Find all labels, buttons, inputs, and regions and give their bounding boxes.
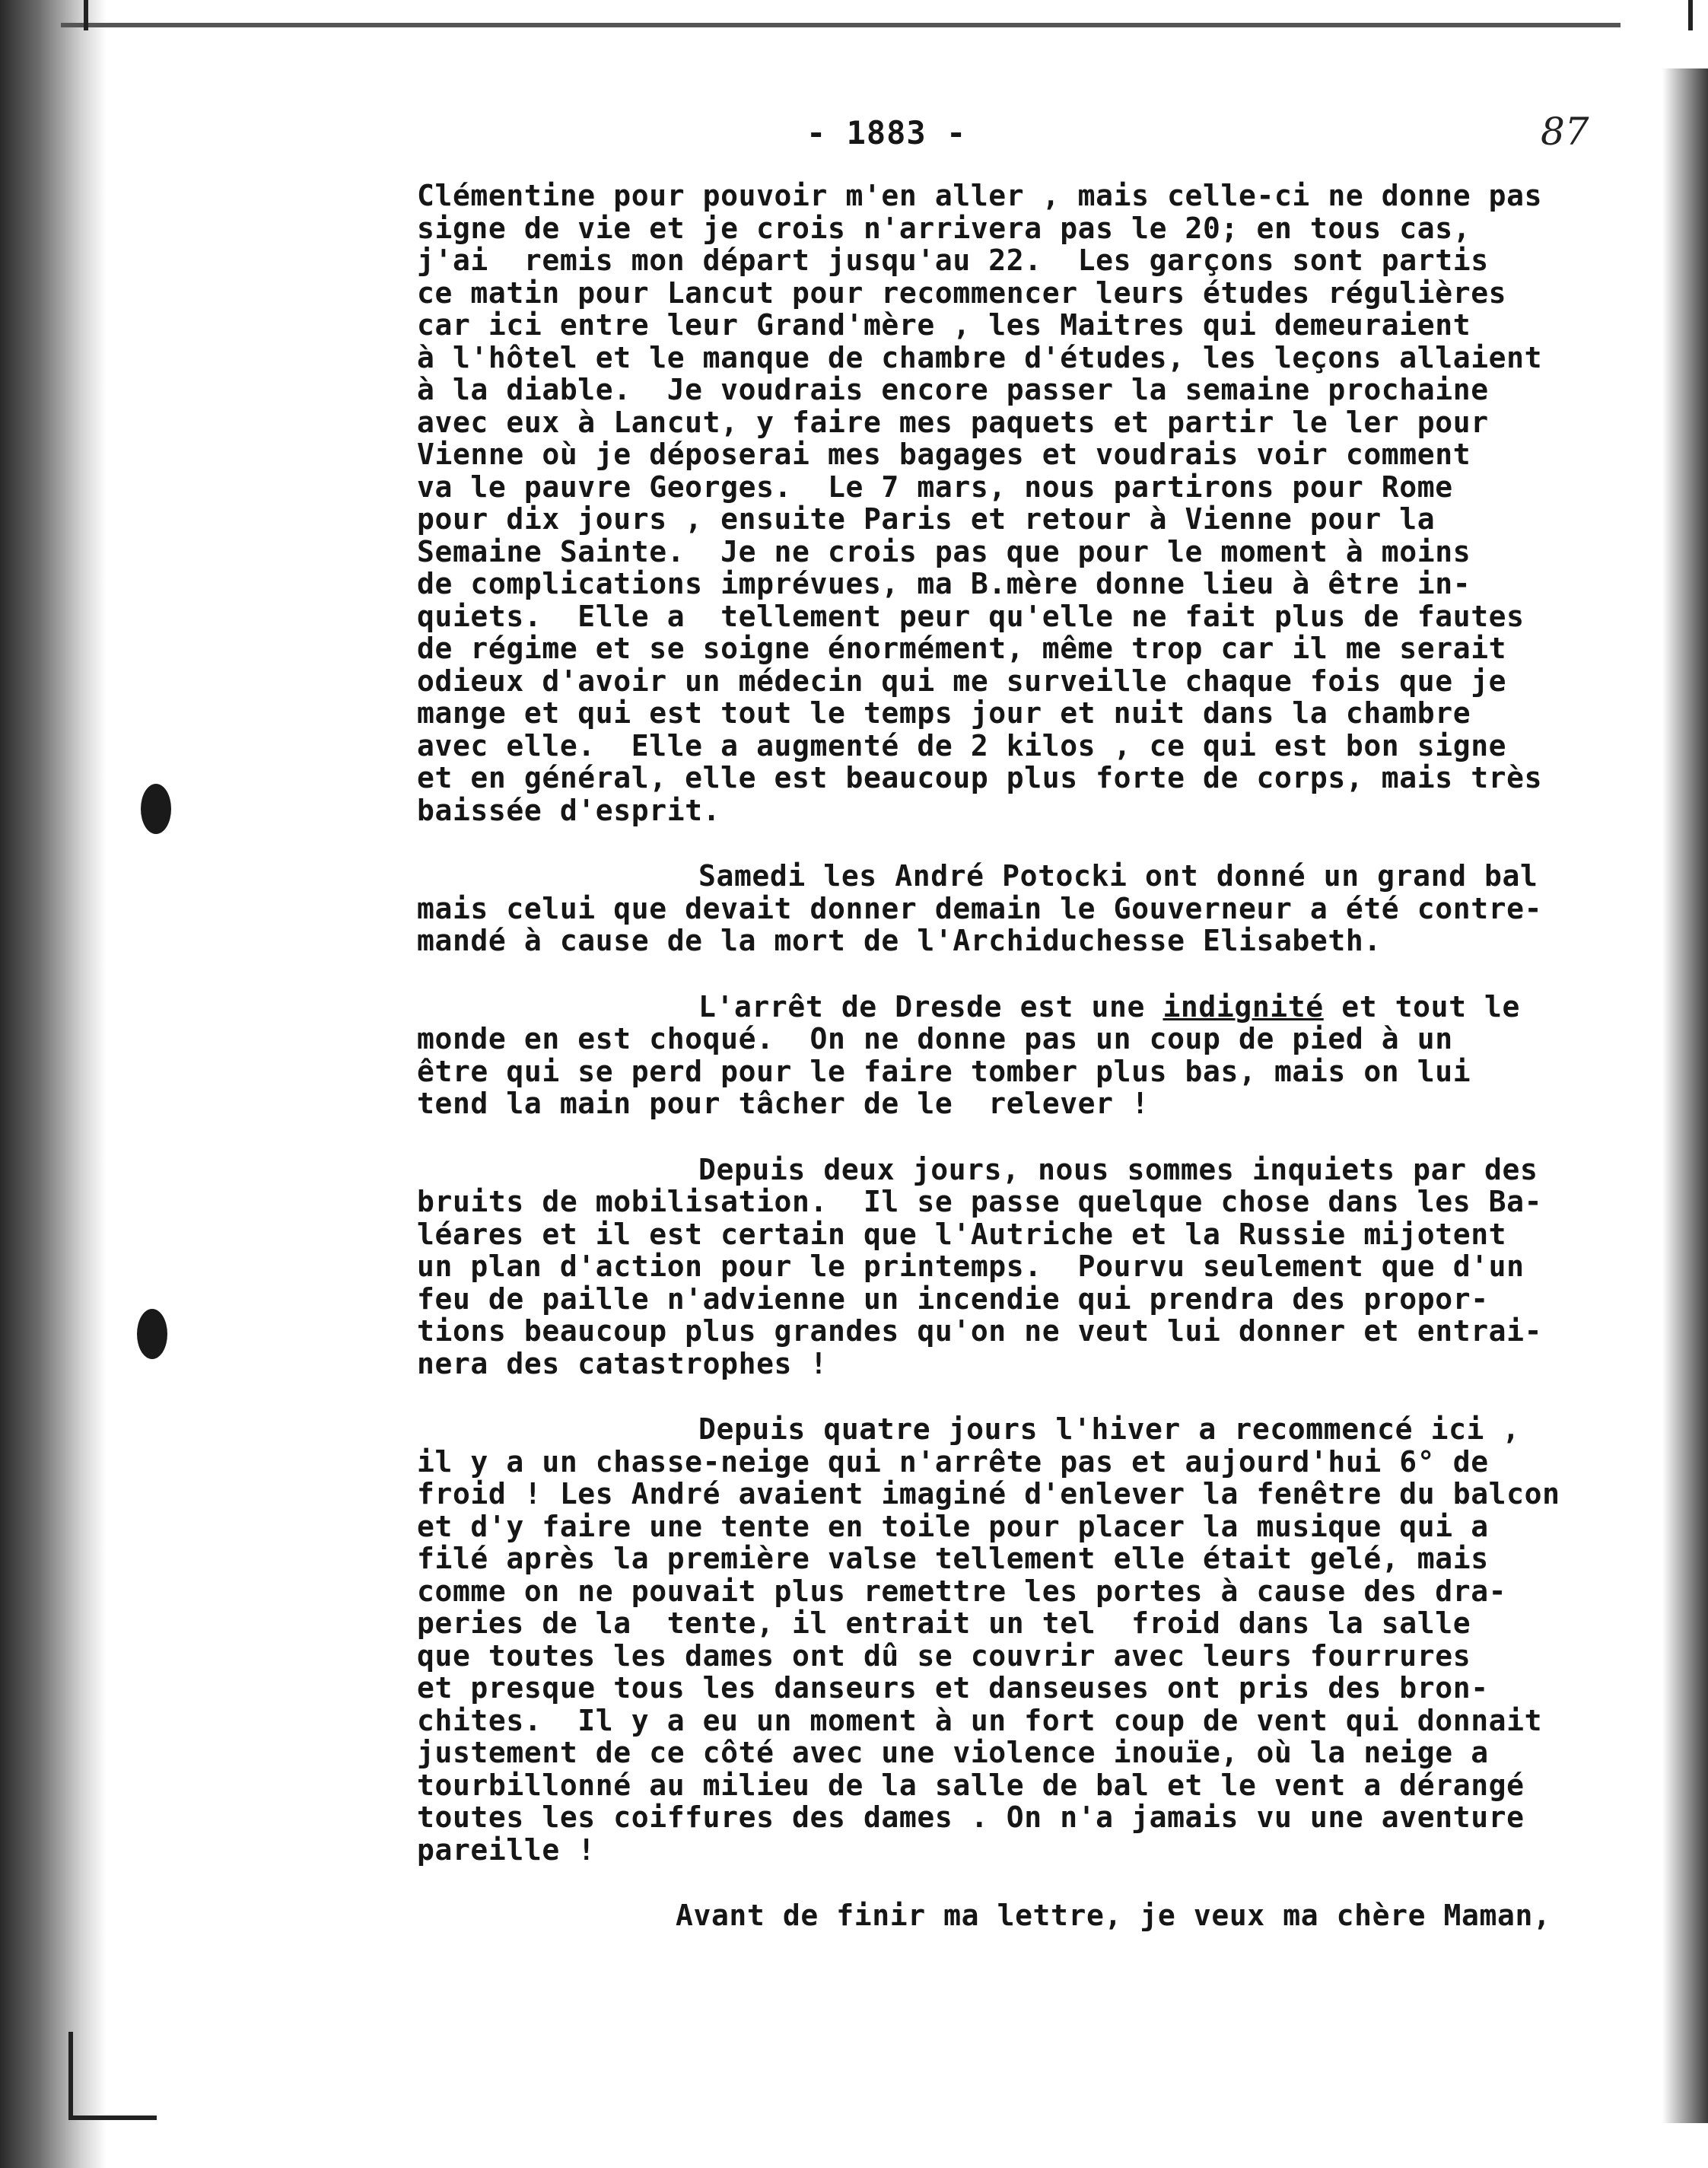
text-line: Samedi les André Potocki ont donné un grand bal	[698, 859, 1538, 893]
text-line: avec eux à Lancut, y faire mes paquets et partir le ler pour	[417, 405, 1489, 439]
text-line: ce matin pour Lancut pour recommencer leurs études régulières	[417, 275, 1507, 310]
text-line: quiets. Elle a tellement peur qu'elle ne fait plus de fautes	[417, 599, 1525, 633]
page-number: 87	[1541, 110, 1589, 154]
text-line: de régime et se soigne énormément, même trop car il me serait	[417, 632, 1507, 665]
text-line: monde en est choqué. On ne donne pas un coup de pied à un	[417, 1022, 1453, 1055]
text-run: L'arrêt de Dresde est une	[698, 989, 1163, 1024]
text-line: à l'hôtel et le manque de chambre d'études, les leçons allaient	[417, 340, 1543, 374]
crop-mark-top-left	[84, 0, 96, 30]
text-line: Clémentine pour pouvoir m'en aller , mais celle-ci ne donne pas	[417, 179, 1543, 212]
underlined-word: indignité	[1163, 989, 1324, 1024]
text-line: pareille !	[417, 1832, 596, 1867]
text-line: mais celui que devait donner demain le Gouverneur a été contre-	[417, 891, 1543, 925]
text-line: Depuis deux jours, nous sommes inquiets par des	[698, 1152, 1538, 1186]
text-line: Vienne où je déposerai mes bagages et voudrais voir comment	[417, 438, 1471, 471]
text-line: il y a un chasse-neige qui n'arrête pas et aujourd'hui 6° de	[417, 1444, 1489, 1479]
text-line: justement de ce côté avec une violence inouïe, où la neige a	[417, 1736, 1489, 1769]
text-line: mange et qui est tout le temps jour et nuit dans la chambre	[417, 696, 1471, 730]
text-line: odieux d'avoir un médecin qui me surveille chaque fois que je	[417, 664, 1507, 698]
text-line: car ici entre leur Grand'mère , les Maitres qui demeuraient	[417, 308, 1471, 342]
text-line: Semaine Sainte. Je ne crois pas que pour le moment à moins	[417, 534, 1471, 568]
text-line: avec elle. Elle a augmenté de 2 kilos , ce qui est bon signe	[417, 728, 1507, 762]
text-line: mandé à cause de la mort de l'Archiduchesse Elisabeth.	[417, 924, 1382, 957]
text-line: et presque tous les danseurs et danseuses ont pris des bron-	[417, 1671, 1489, 1705]
text-line: Depuis quatre jours l'hiver a recommencé ici ,	[698, 1412, 1520, 1446]
text-line: que toutes les dames ont dû se couvrir avec leurs fourrures	[417, 1638, 1471, 1673]
text-line: léares et il est certain que l'Autriche et la Russie mijotent	[417, 1217, 1507, 1251]
text-line: bruits de mobilisation. Il se passe quelque chose dans les Ba-	[417, 1185, 1543, 1218]
text-line: pour dix jours , ensuite Paris et retour à Vienne pour la	[417, 502, 1436, 536]
punch-hole	[141, 784, 171, 834]
scan-top-edge	[61, 23, 1621, 27]
punch-hole	[137, 1309, 167, 1359]
page-header	[0, 110, 1708, 160]
text-line: de complications imprévues, ma B.mère donne lieu à être in-	[417, 567, 1471, 600]
paragraph	[417, 180, 1665, 826]
text-line	[417, 991, 1665, 1024]
text-line: tourbillonné au milieu de la salle de bal et le vent a dérangé	[417, 1768, 1525, 1802]
text-line: nera des catastrophes !	[417, 1346, 828, 1380]
text-line: un plan d'action pour le printemps. Pourvu seulement que d'un	[417, 1250, 1525, 1283]
text-line: et d'y faire une tente en toile pour placer la musique qui a	[417, 1509, 1489, 1543]
text-line: Avant de finir ma lettre, je veux ma chère Maman,	[676, 1899, 1551, 1932]
text-line: et en général, elle est beaucoup plus forte de corps, mais très	[417, 761, 1543, 794]
text-line: froid ! Les André avaient imaginé d'enlever la fenêtre du balcon	[417, 1477, 1560, 1511]
text-line: tend la main pour tâcher de le relever !	[417, 1087, 1150, 1120]
text-line: filé après la première valse tellement elle était gelé, mais	[417, 1542, 1489, 1575]
text-line: comme on ne pouvait plus remettre les portes à cause des dra-	[417, 1574, 1507, 1608]
text-line: être qui se perd pour le faire tomber plus bas, mais on lui	[417, 1054, 1471, 1088]
paragraph	[417, 860, 1665, 957]
scan-shadow-right	[1662, 68, 1708, 2123]
text-line: toutes les coiffures des dames . On n'a jamais vu une aventure	[417, 1800, 1525, 1834]
text-line: chites. Il y a eu un moment à un fort coup de vent qui donnait	[417, 1703, 1543, 1737]
crop-mark-top-right	[1681, 0, 1693, 30]
paragraph	[417, 1154, 1665, 1380]
text-line: j'ai remis mon départ jusqu'au 22. Les garçons sont partis	[417, 244, 1489, 277]
text-line: à la diable. Je voudrais encore passer la semaine prochaine	[417, 373, 1489, 406]
text-run: et tout le	[1323, 989, 1521, 1024]
text-line: peries de la tente, il entrait un tel froid dans la salle	[417, 1606, 1471, 1640]
text-line: va le pauvre Georges. Le 7 mars, nous partirons pour Rome	[417, 470, 1453, 504]
text-line: baissée d'esprit.	[417, 793, 721, 827]
crop-mark-bottom-left	[68, 2032, 157, 2120]
text-line: signe de vie et je crois n'arrivera pas le 20; en tous cas,	[417, 211, 1471, 245]
text-line: feu de paille n'advienne un incendie qui prendra des propor-	[417, 1281, 1489, 1316]
scan-shadow-left	[0, 0, 107, 2168]
letter-body	[417, 180, 1665, 1966]
page-year: - 1883 -	[806, 114, 967, 151]
paragraph	[417, 991, 1665, 1120]
text-line: tions beaucoup plus grandes qu'on ne veut lui donner et entrai-	[417, 1314, 1543, 1348]
paragraph	[417, 1899, 1665, 1932]
paragraph	[417, 1413, 1665, 1866]
